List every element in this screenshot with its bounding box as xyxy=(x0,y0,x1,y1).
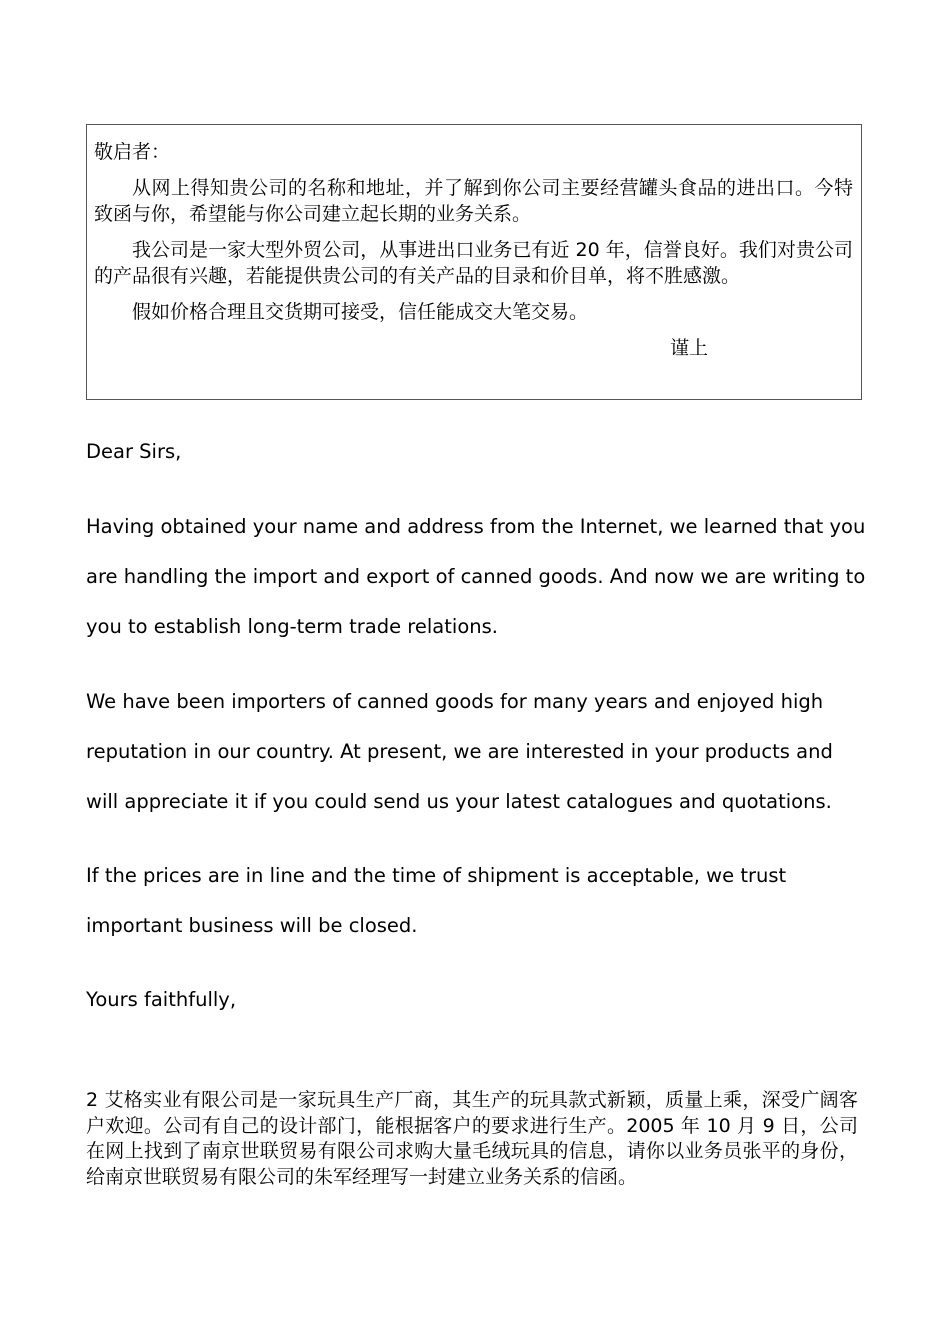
chinese-paragraph: 我公司是一家大型外贸公司，从事进出口业务已有近 20 年，信誉良好。我们对贵公司的产品很有兴趣，若能提供贵公司的有关产品的目录和价目单，将不胜感激。 xyxy=(94,239,853,287)
task-paragraph: 2 艾格实业有限公司是一家玩具生产厂商，其生产的玩具款式新颖，质量上乘，深受广阔客户欢迎。公司有自己的设计部门，能根据客户的要求进行生产。2005 年 10 月 9 日，公司在网上找到了南京世联贸易有限公司求购大量毛绒玩具的信息，请你以业务员张平的身份，给南京世联贸易有限公司的朱军经理写一封建立业务关系的信函。 xyxy=(86,1089,858,1188)
english-paragraph: If the prices are in line and the time of shipment is acceptable, we trust important business will be closed. xyxy=(86,864,787,937)
english-paragraph: Having obtained your name and address from the Internet, we learned that you are handling the import and export of canned goods. And now we are writing to you to establish long-term trade relations. xyxy=(86,515,866,638)
english-paragraph: We have been importers of canned goods for many years and enjoyed high reputation in our country. At present, we are interested in your products and will appreciate it if you could send us your latest catalogues and quotations. xyxy=(86,690,833,813)
chinese-salutation: 敬启者： xyxy=(94,141,171,163)
chinese-paragraph: 假如价格合理且交货期可接受，信任能成交大笔交易。 xyxy=(132,301,589,323)
chinese-signoff: 谨上 xyxy=(670,337,709,359)
english-closing: Yours faithfully, xyxy=(86,988,237,1011)
chinese-paragraph: 从网上得知贵公司的名称和地址，并了解到你公司主要经营罐头食品的进出口。今特致函与你，希望能与你公司建立起长期的业务关系。 xyxy=(94,177,853,225)
english-salutation: Dear Sirs, xyxy=(86,440,182,463)
english-letter xyxy=(86,437,866,1011)
chinese-letter-box xyxy=(86,124,862,400)
